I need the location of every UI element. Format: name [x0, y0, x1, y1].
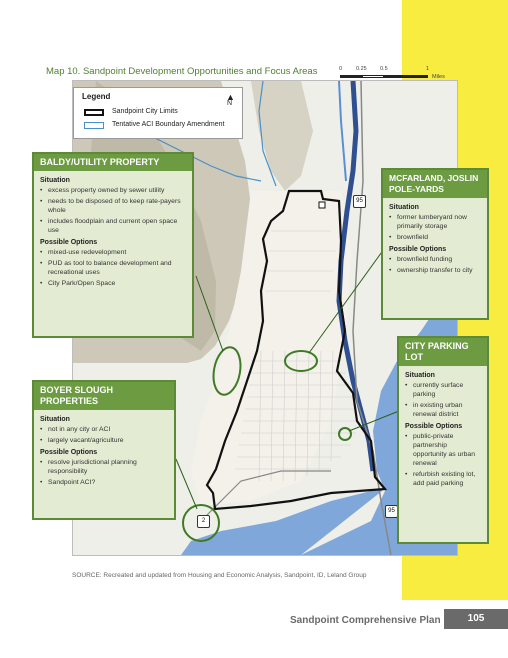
situation-label: Situation — [40, 177, 70, 184]
callout-mcfarland-joslin — [381, 168, 489, 320]
legend-title: Legend — [82, 92, 111, 101]
north-label: N — [227, 100, 233, 107]
scale-tick: 0.5 — [380, 66, 388, 72]
callout-city-parking-lot — [397, 336, 489, 544]
callout-title: MCFARLAND, JOSLIN POLE-YARDS — [383, 170, 487, 198]
page-number: 105 — [444, 609, 508, 629]
situation-item: • needs to be disposed of to keep rate-payers whole — [40, 197, 186, 215]
situation-label: Situation — [405, 372, 435, 379]
highway-shield-2: 2 — [197, 515, 210, 528]
option-item: • public-private partnership opportunity as urban renewal — [405, 432, 481, 468]
scale-seg — [362, 75, 384, 78]
scale-tick: 0 — [339, 66, 343, 72]
options-label: Possible Options — [40, 239, 98, 246]
legend — [73, 87, 243, 139]
city-limits-swatch — [84, 109, 104, 116]
situation-item: • brownfield — [389, 233, 481, 242]
situation-item: • excess property owned by sewer utility — [40, 186, 186, 195]
situation-item: • former lumberyard now primarily storage — [389, 213, 481, 231]
callout-title: CITY PARKING LOT — [399, 338, 487, 366]
callout-boyer-slough — [32, 380, 176, 520]
callout-title: BOYER SLOUGH PROPERTIES — [34, 382, 174, 410]
highway-shield-95-north: 95 — [353, 195, 366, 208]
situation-item: • in existing urban renewal district — [405, 401, 481, 419]
footer-title: Sandpoint Comprehensive Plan — [290, 615, 441, 626]
legend-label: Tentative ACI Boundary Amendment — [112, 121, 225, 128]
situation-item: • includes floodplain and current open space use — [40, 217, 186, 235]
situation-label: Situation — [389, 204, 419, 211]
options-label: Possible Options — [40, 449, 98, 456]
situation-item: • largely vacant/agriculture — [40, 436, 168, 445]
options-label: Possible Options — [389, 246, 447, 253]
legend-label: Sandpoint City Limits — [112, 108, 178, 115]
option-item: • PUD as tool to balance development and recreational uses — [40, 259, 186, 277]
scale-seg — [340, 75, 362, 78]
north-arrow-icon: ▲ — [226, 92, 235, 102]
situation-label: Situation — [40, 416, 70, 423]
situation-item: • currently surface parking — [405, 381, 481, 399]
aci-boundary-swatch — [84, 122, 104, 129]
option-item: • refurbish existing lot, add paid parking — [405, 470, 481, 488]
option-item: • City Park/Open Space — [40, 279, 186, 288]
source-note: SOURCE: Recreated and updated from Housing and Economic Analysis, Sandpoint, ID, Leland Group — [72, 572, 367, 579]
options-label: Possible Options — [405, 423, 463, 430]
option-item: • resolve jurisdictional planning responsibility — [40, 458, 168, 476]
highway-shield-95-south: 95 — [385, 505, 398, 518]
situation-item: • not in any city or ACI — [40, 425, 168, 434]
scale-tick: 1 — [426, 66, 430, 72]
callout-baldy-utility — [32, 152, 194, 338]
option-item: • brownfield funding — [389, 255, 481, 264]
map-title: Map 10. Sandpoint Development Opportunities and Focus Areas — [46, 66, 318, 77]
scale-seg — [384, 75, 428, 78]
option-item: • ownership transfer to city — [389, 266, 481, 275]
option-item: • mixed-use redevelopment — [40, 248, 186, 257]
option-item: • Sandpoint ACI? — [40, 478, 168, 487]
callout-title: BALDY/UTILITY PROPERTY — [34, 154, 192, 171]
scale-tick: 0.25 — [356, 66, 367, 72]
scale-unit: Miles — [432, 74, 445, 80]
